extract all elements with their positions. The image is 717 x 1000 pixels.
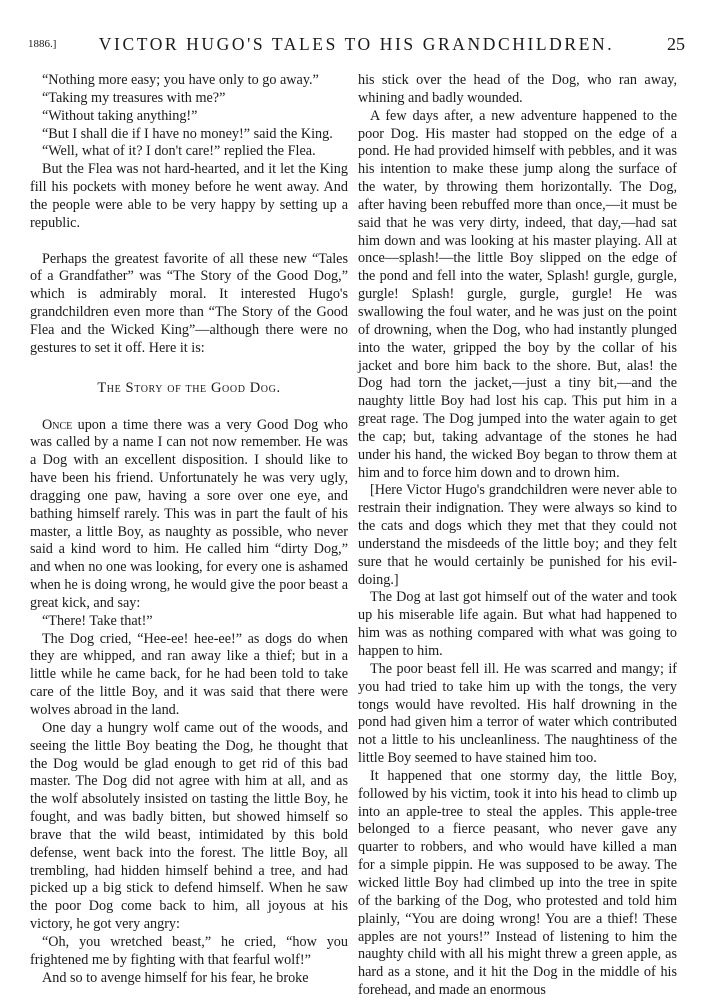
- paragraph: The Dog cried, “Hee-ee! hee-ee!” as dogs do when they are whipped, and ran away like a thief; but in a little while he came back, for he had been told to take care of the little Boy, and it was said that there were wolves abroad in the land.: [30, 630, 348, 718]
- left-column: [30, 72, 348, 988]
- paragraph: “Taking my treasures with me?”: [42, 89, 226, 106]
- paragraph: A few days after, a new adventure happened to the poor Dog. His master had stopped on the edge of a pond. He had provided himself with pebbles, and it was his intention to make these jump along the surface of the water, by throwing them horizontally. The Dog, after having been rebuffed more than once,—it must be said that he was very dirty, indeed, that day,—had sat him down and was looking at his master playing. All at once—splash!—the little Boy slipped on the edge of the pond and fell into the water, Splash! gurgle, gurgle, gurgle! Splash! gurgle, gurgle, gurgle! He was swallowing the foul water, and he was just on the point of drowning, when the Dog, who had instantly plunged into the water, gripped the boy by the collar of his jacket and bore him back to the shore. But, alas! the Dog had torn the jacket,—just a tiny bit,—and the naughty little Boy had lost his cap. This put him in a great rage. The Dog jumped into the water again to get the cap; but, taking advantage of the stones he had under his hand, the wicked Boy began to throw them at him and to force him down and to drown him.: [358, 107, 677, 481]
- header-year: 1886.]: [28, 38, 57, 50]
- paragraph: “There! Take that!”: [42, 612, 153, 629]
- paragraph: “Well, what of it? I don't care!” replied the Flea.: [42, 143, 316, 160]
- paragraph: One day a hungry wolf came out of the woods, and seeing the little Boy beating the Dog, he thought that the Dog would be glad enough to get rid of this bad master. The Dog did not agree with him at all, and as the wolf absolutely insisted on tasting the little Boy, he fought, and was badly bitten, but showed himself so brave that the wild beast, intimidated by this bold defense, went back into the forest. The little Boy, all trembling, had hidden himself behind a tree, and had picked up a big stick to defend himself. When he saw the poor Dog come back to him, all joyous at his victory, he got very angry:: [30, 719, 348, 933]
- paragraph: [Here Victor Hugo's grandchildren were never able to restrain their indignation. They were always so kind to the cats and dogs which they met that they could not understand the misdeeds of the little boy; and they felt sure that he would certainly be punished for his evil-doing.]: [358, 482, 677, 588]
- paragraph: his stick over the head of the Dog, who ran away, whining and badly wounded.: [358, 72, 677, 106]
- paragraph: The Dog at last got himself out of the water and took up his miserable life again. But what had happened to him was as nothing compared with what was going to happen to him.: [358, 589, 677, 659]
- paragraph: [30, 417, 348, 613]
- page-header: [28, 34, 685, 58]
- paragraph: Perhaps the greatest favorite of all these new “Tales of a Grandfather” was “The Story of the Good Dog,” which is admirably moral. It interested Hugo's grandchildren even more than “The Story of the Good Flea and the Wicked King”—although there were no gestures to set it off. Here it is:: [30, 250, 348, 356]
- running-title: VICTOR HUGO'S TALES TO HIS GRANDCHILDREN.: [98, 34, 615, 54]
- paragraph: The poor beast fell ill. He was scarred and mangy; if you had tried to take him up with the tongs, the very tongs would have revolted. His half drowning in the pond had given him a terror of water which contributed not a little to his uncleanliness. The naughtiness of the little Boy seemed to have stained him too.: [358, 660, 677, 767]
- paragraph: But the Flea was not hard-hearted, and it let the King fill his pockets with money before he went away. And the people were able to be very happy by setting up a republic.: [30, 161, 348, 231]
- story-title: The Story of the Good Dog.: [97, 379, 281, 396]
- paragraph: And so to avenge himself for his fear, he broke: [42, 969, 309, 986]
- paragraph: It happened that one stormy day, the little Boy, followed by his victim, took it into his head to climb up into an apple-tree to steal the apples. This apple-tree belonged to a fierce peasant, who never gave any quarter to robbers, and who would have killed a man for a simple pippin. He was supposed to be away. The wicked little Boy had climbed up into the tree in spite of the barking of the Dog, who protested and told him plainly, “You are doing wrong! You are a thief! These apples are not yours!” Instead of listening to him the naughty child with all his might threw a green apple, as hard as a stone, and it hit the Dog in the middle of his forehead, and made an enormous: [358, 767, 677, 999]
- paragraph: “Nothing more easy; you have only to go away.”: [42, 72, 319, 88]
- paragraph: “But I shall die if I have no money!” said the King.: [42, 125, 333, 142]
- lead-word: Once: [42, 416, 73, 433]
- right-column: [358, 72, 677, 1000]
- section-gap: [30, 233, 348, 251]
- paragraph: “Oh, you wretched beast,” he cried, “how you frightened me by fighting with that fearful wolf!”: [30, 933, 348, 968]
- paragraph: “Without taking anything!”: [42, 107, 198, 124]
- paragraph-text: upon a time there was a very Good Dog who was called by a name I can not now remember. He was a Dog with an excellent disposition. I should like to have been his friend. Unfortunately he was very ugly, dragging one paw, having a sore over one eye, and bathing himself rarely. This was in part the fault of his master, a little Boy, as naughty as possible, who never said a kind word to him. He called him “dirty Dog,” and when no one was looking, for every one is ashamed when he is doing wrong, he would give the poor beast a great kick, and say:: [30, 416, 348, 611]
- page-number: 25: [667, 34, 685, 54]
